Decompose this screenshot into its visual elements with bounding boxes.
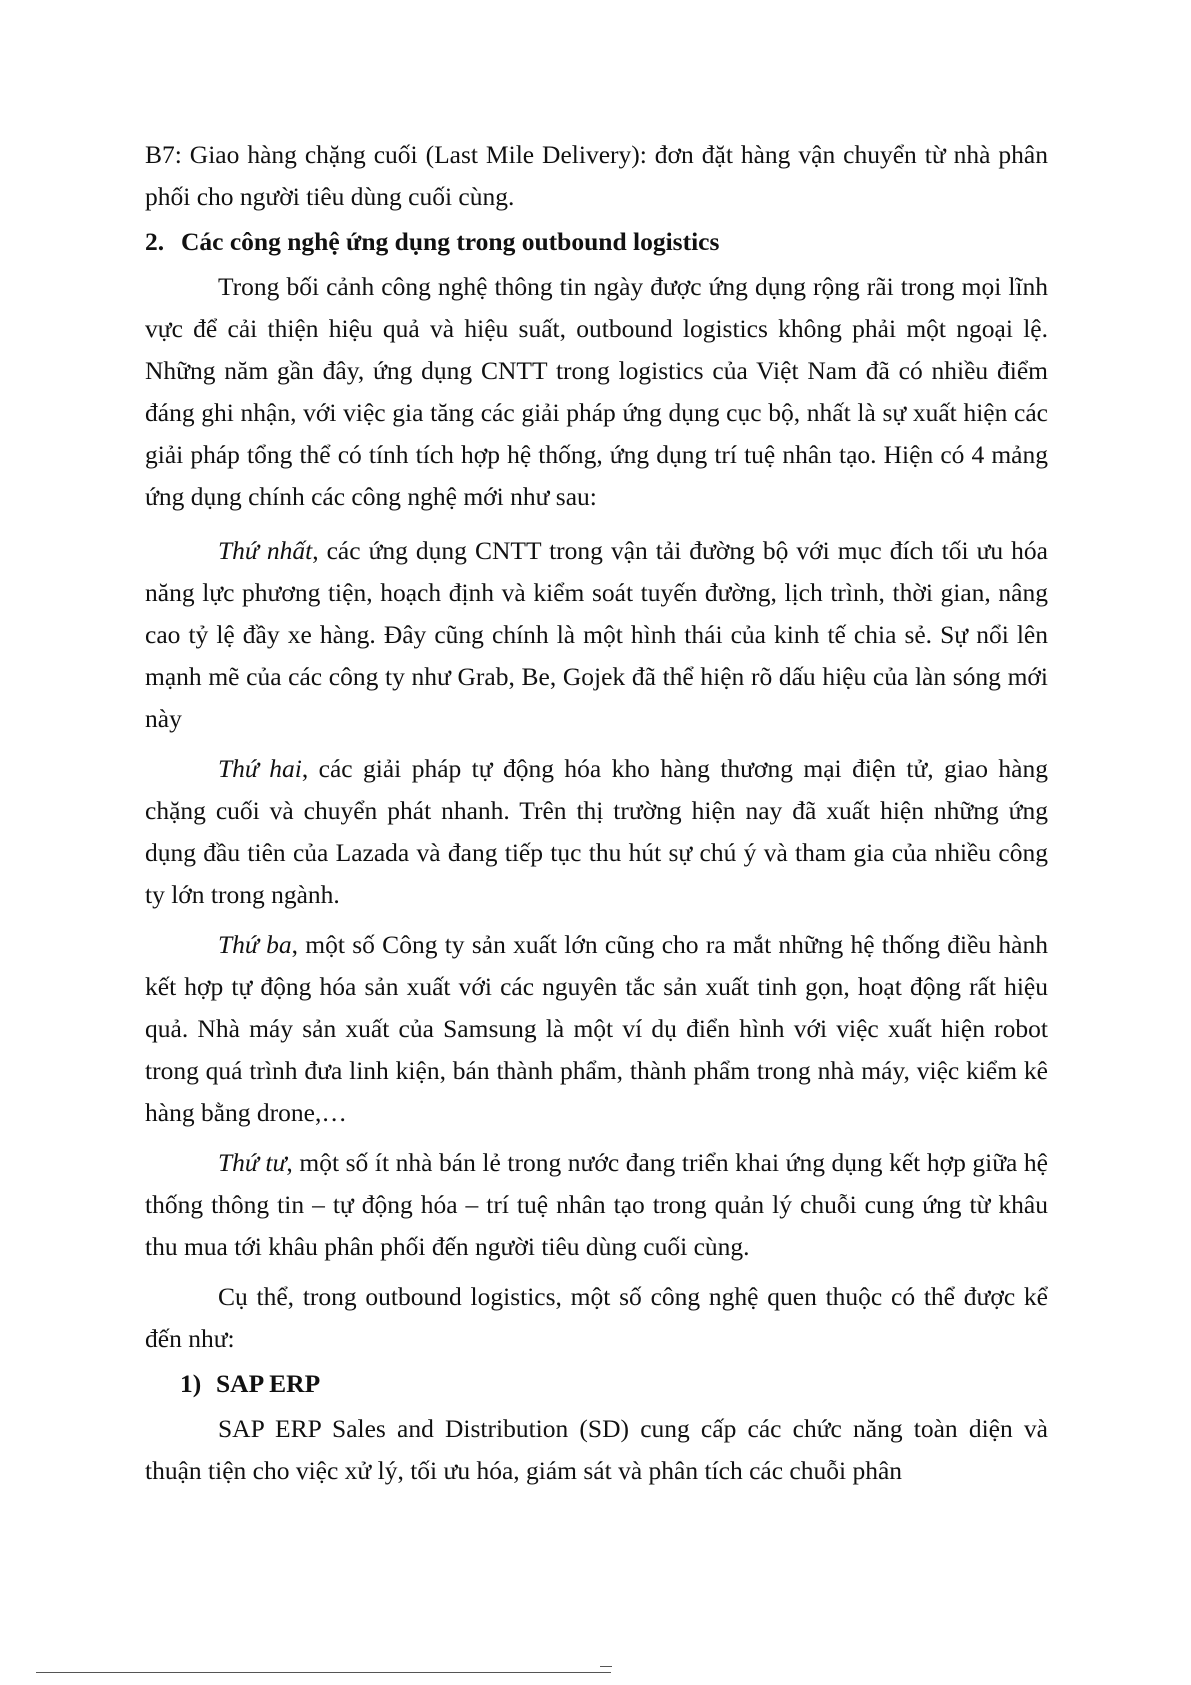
text-third: , một số Công ty sản xuất lớn cũng cho ra mắt những hệ thống điều hành kết hợp tự động hóa sản xuất với các nguyên tắc sản xuất tinh gọn, hoạt động rất hiệu quả. Nhà máy sản xuất của Samsung là một ví dụ điển hình với việc xuất hiện robot trong quá trình đưa linh kiện, bán thành phẩm, thành phẩm trong nhà máy, việc kiểm kê hàng bằng drone,… [145, 930, 1048, 1127]
section-title: Các công nghệ ứng dụng trong outbound logistics [181, 227, 720, 256]
paragraph-fourth [145, 1142, 1048, 1268]
paragraph-intro: Trong bối cảnh công nghệ thông tin ngày được ứng dụng rộng rãi trong mọi lĩnh vực để cải thiện hiệu quả và hiệu suất, outbound logistics không phải một ngoại lệ. Những năm gần đây, ứng dụng CNTT trong logistics của Việt Nam đã có nhiều điểm đáng ghi nhận, với việc gia tăng các giải pháp ứng dụng cục bộ, nhất là sự xuất hiện các giải pháp tổng thể có tính tích hợp hệ thống, ứng dụng trí tuệ nhân tạo. Hiện có 4 mảng ứng dụng chính các công nghệ mới như sau: [145, 272, 1048, 511]
lead-second: Thứ hai [218, 754, 302, 783]
section-heading-2 [145, 220, 1048, 264]
subheading-title: SAP ERP [216, 1369, 321, 1398]
document-page [145, 134, 1048, 1492]
paragraph-specific: Cụ thể, trong outbound logistics, một số công nghệ quen thuộc có thể được kể đến như: [145, 1282, 1048, 1353]
paragraph-b7: B7: Giao hàng chặng cuối (Last Mile Delivery): đơn đặt hàng vận chuyển từ nhà phân phối cho người tiêu dùng cuối cùng. [145, 140, 1048, 211]
footer-rule [36, 1672, 611, 1673]
paragraph-sap: SAP ERP Sales and Distribution (SD) cung cấp các chức năng toàn diện và thuận tiện cho việc xử lý, tối ưu hóa, giám sát và phân tích các chuỗi phân [145, 1414, 1048, 1485]
text-second: , các giải pháp tự động hóa kho hàng thương mại điện tử, giao hàng chặng cuối và chuyển phát nhanh. Trên thị trường hiện nay đã xuất hiện những ứng dụng đầu tiên của Lazada và đang tiếp tục thu hút sự chú ý và tham gia của nhiều công ty lớn trong ngành. [145, 754, 1048, 909]
text-first: , các ứng dụng CNTT trong vận tải đường bộ với mục đích tối ưu hóa năng lực phương tiện, hoạch định và kiểm soát tuyến đường, lịch trình, thời gian, nâng cao tỷ lệ đầy xe hàng. Đây cũng chính là một hình thái của kinh tế chia sẻ. Sự nổi lên mạnh mẽ của các công ty như Grab, Be, Gojek đã thể hiện rõ dấu hiệu của làn sóng mới này [145, 536, 1048, 733]
lead-third: Thứ ba [218, 930, 292, 959]
footer-rule-tick [600, 1666, 612, 1667]
subheading-sap-erp [145, 1362, 1048, 1406]
section-number: 2. [145, 227, 165, 256]
subheading-number: 1) [180, 1369, 202, 1398]
paragraph-third [145, 924, 1048, 1134]
text-fourth: , một số ít nhà bán lẻ trong nước đang triển khai ứng dụng kết hợp giữa hệ thống thông tin – tự động hóa – trí tuệ nhân tạo trong quản lý chuỗi cung ứng từ khâu thu mua tới khâu phân phối đến người tiêu dùng cuối cùng. [145, 1148, 1049, 1261]
lead-fourth: Thứ tư [218, 1148, 287, 1177]
paragraph-first [145, 530, 1048, 740]
paragraph-second [145, 748, 1048, 916]
lead-first: Thứ nhất [218, 536, 313, 565]
